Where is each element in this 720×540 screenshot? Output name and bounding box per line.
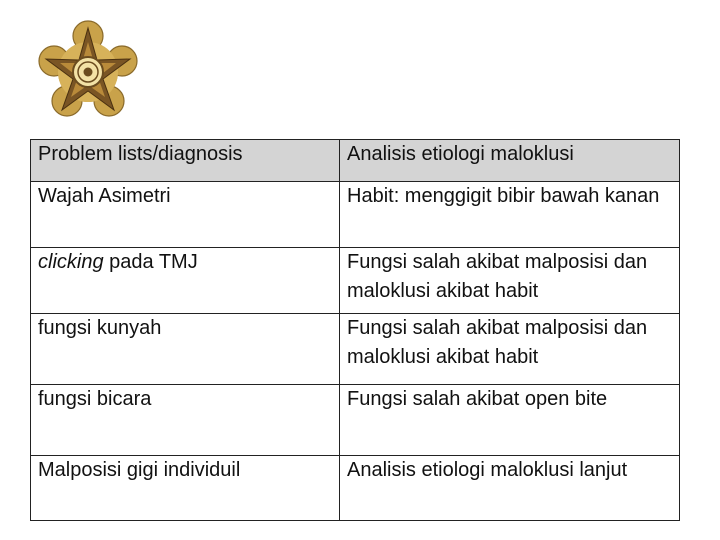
table-row — [31, 314, 680, 385]
table-row — [31, 385, 680, 456]
table-header-row — [31, 140, 680, 182]
problem-text-italic: clicking — [38, 251, 104, 273]
diagnosis-table — [30, 139, 680, 521]
problem-cell — [31, 182, 340, 248]
analysis-cell: Habit: menggigit bibir bawah kanan — [340, 182, 680, 248]
header-analysis-cell: Analisis etiologi maloklusi — [340, 140, 680, 182]
table-row — [31, 248, 680, 314]
seal-petals — [39, 21, 137, 116]
analysis-cell: Fungsi salah akibat open bite — [340, 385, 680, 456]
table-row — [31, 456, 680, 521]
problem-text: pada TMJ — [103, 251, 198, 273]
problem-cell: fungsi bicara — [31, 385, 340, 456]
analysis-cell: Fungsi salah akibat malposisi dan maloklusi akibat habit — [340, 248, 680, 314]
analysis-cell: Fungsi salah akibat malposisi dan maloklusi akibat habit — [340, 314, 680, 385]
problem-cell: Malposisi gigi individuil — [31, 456, 340, 521]
table-row — [31, 182, 680, 248]
header-problem-cell: Problem lists/diagnosis — [31, 140, 340, 182]
problem-cell — [31, 248, 340, 314]
problem-text: Wajah Asimetri — [38, 185, 171, 207]
university-seal-logo — [36, 20, 140, 124]
problem-cell: fungsi kunyah — [31, 314, 340, 385]
analysis-cell: Analisis etiologi maloklusi lanjut — [340, 456, 680, 521]
